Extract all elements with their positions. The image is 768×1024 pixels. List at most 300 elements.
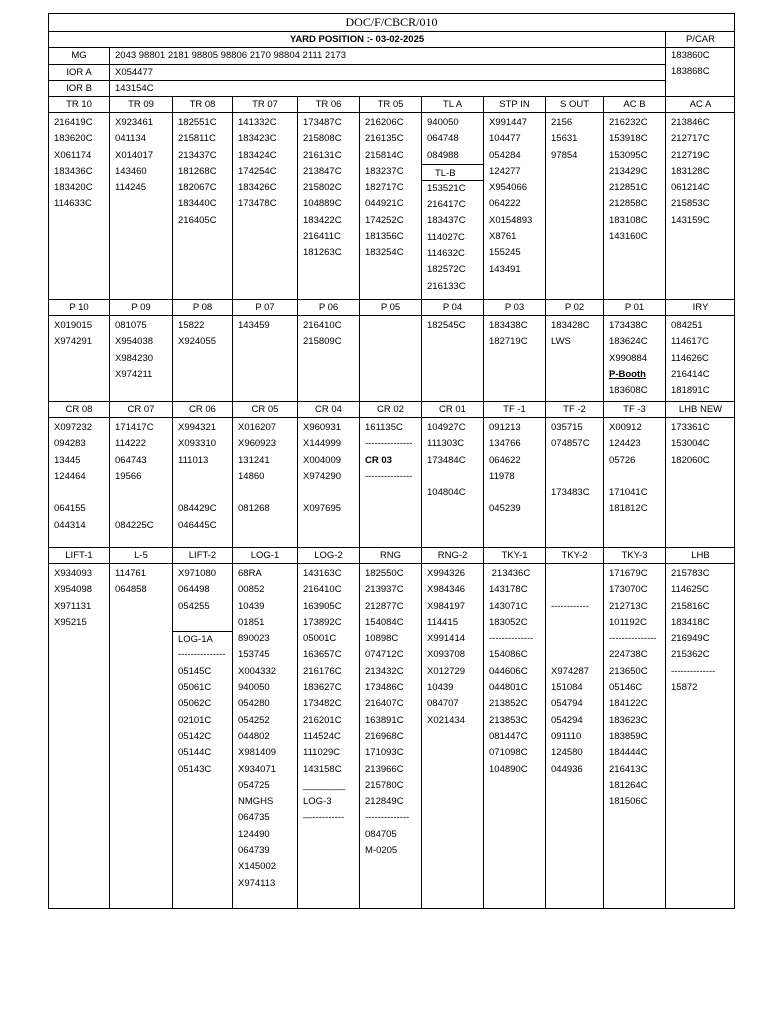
cell-entry: 155245 — [489, 247, 521, 259]
column-cell — [172, 316, 232, 401]
cell-entry — [551, 631, 603, 647]
cell-entry: 173438C — [609, 320, 648, 331]
cell-entry: LOG-3 — [303, 796, 332, 808]
cell-entry: 173361C — [671, 422, 710, 433]
cell-entry: X019015 — [54, 320, 93, 331]
cell-entry: 114626C — [671, 352, 709, 364]
cell-entry: 173070C — [609, 584, 648, 596]
cell-entry: TL-B — [422, 164, 483, 181]
column-cell — [665, 113, 735, 299]
cell-entry: X924055 — [178, 336, 217, 348]
column-header: CR 04 — [297, 402, 359, 417]
cell-entry: 212858C — [609, 198, 648, 210]
cell-entry: CR 03 — [365, 454, 392, 466]
cell-entry: 181268C — [178, 165, 217, 177]
cell-entry: 064743 — [115, 454, 147, 466]
cell-entry: 141332C — [238, 117, 277, 128]
cell-entry: 183052C — [489, 616, 528, 628]
cell-entry: 216419C — [54, 117, 93, 128]
cell-entry: -------------- — [489, 633, 534, 645]
column-header: TR 10 — [66, 99, 92, 110]
cell-entry: 041134 — [115, 133, 146, 145]
cell-entry: 182067C — [178, 182, 217, 194]
cell-entry: X994326 — [427, 568, 466, 579]
cell-entry: 111029C — [303, 747, 341, 759]
cell-entry: 216176C — [303, 665, 342, 677]
cell-entry: X974290 — [303, 470, 342, 482]
cell-entry: 19566 — [115, 470, 142, 482]
cell-entry: 143459 — [238, 320, 270, 331]
cell-entry: 163891C — [365, 714, 404, 726]
cell-entry: LOG-1A — [173, 631, 232, 647]
cell-entry: 174254C — [238, 165, 277, 177]
ior-b-value: 143154C — [110, 80, 665, 96]
cell-entry: 183436C — [54, 165, 93, 177]
cell-entry: 054794 — [551, 698, 583, 710]
cell-entry: 044921C — [365, 198, 404, 210]
column-header: STP IN — [483, 97, 545, 112]
cell-entry: 213650C — [609, 665, 648, 677]
cell-entry: 182551C — [178, 117, 217, 128]
column-cell — [603, 418, 665, 547]
cell-entry: 215780C — [365, 779, 404, 791]
cell-entry: 081075 — [115, 320, 147, 331]
cell-entry — [238, 485, 297, 501]
cell-entry: 114761 — [115, 568, 146, 579]
cell-entry: 00852 — [238, 584, 265, 596]
cell-entry: 153095C — [609, 149, 648, 161]
cell-entry: 143178C — [489, 584, 528, 596]
cell-entry: 054725 — [238, 779, 270, 791]
cell-entry: 940050 — [427, 117, 459, 128]
cell-entry: 183420C — [54, 182, 93, 194]
cell-entry: P-Booth — [609, 368, 646, 380]
cell-entry: 212719C — [671, 149, 710, 161]
cell-entry: X960931 — [303, 422, 342, 433]
cell-entry: X012729 — [427, 665, 466, 677]
cell-entry: 181506C — [609, 796, 648, 808]
cell-entry: M-0205 — [365, 845, 398, 857]
cell-entry: 054280 — [238, 698, 270, 710]
cell-entry — [551, 582, 603, 598]
column-cell — [421, 113, 483, 299]
cell-entry: 183428C — [551, 320, 590, 331]
cell-entry: ________ — [303, 779, 346, 791]
cell-entry: 216232C — [609, 117, 648, 128]
column-header: P 08 — [172, 300, 232, 315]
cell-entry: X004332 — [238, 665, 277, 677]
cell-entry: 114222 — [115, 438, 146, 450]
cell-entry: 68RA — [238, 568, 262, 579]
column-header: TF -1 — [483, 402, 545, 417]
cell-entry: 181263C — [303, 247, 342, 259]
cell-entry: 131241 — [238, 454, 270, 466]
cell-entry — [551, 453, 603, 469]
cell-entry: 064748 — [427, 133, 459, 145]
cell-entry: 091213 — [489, 422, 521, 433]
cell-entry: 05142C — [178, 730, 212, 742]
cell-entry: 213429C — [609, 165, 648, 177]
cell-entry: 216131C — [303, 149, 342, 161]
cell-entry: X144999 — [303, 438, 342, 450]
column-cell — [359, 564, 421, 908]
cell-entry: 215362C — [671, 649, 710, 661]
cell-entry: 044936 — [551, 763, 583, 775]
cell-entry: 084707 — [427, 698, 459, 710]
column-cell — [665, 316, 735, 401]
cell-entry: 216949C — [671, 633, 710, 645]
cell-entry: X954098 — [54, 584, 93, 596]
column-cell — [483, 113, 545, 299]
pcar-value: 183860C — [671, 50, 710, 61]
cell-entry — [609, 469, 665, 485]
cell-entry: 081447C — [489, 730, 528, 742]
column-cell — [545, 418, 603, 547]
cell-entry: 174252C — [365, 214, 404, 226]
cell-entry: 064155 — [54, 503, 86, 515]
yard-position-sheet — [48, 13, 735, 909]
cell-entry: --------------- — [609, 633, 657, 645]
cell-entry: 216201C — [303, 714, 342, 726]
column-header: CR 06 — [172, 402, 232, 417]
cell-entry: 173483C — [551, 487, 590, 499]
cell-entry: 181812C — [609, 503, 648, 515]
cell-entry: X934071 — [238, 763, 277, 775]
cell-entry: 183424C — [238, 149, 277, 161]
cell-entry: 183623C — [609, 714, 648, 726]
cell-entry: 104804C — [427, 487, 466, 499]
column-header: S OUT — [545, 97, 603, 112]
column-cell — [297, 418, 359, 547]
cell-entry: 171679C — [609, 568, 648, 579]
column-cell — [545, 316, 603, 401]
cell-entry: 054294 — [551, 714, 583, 726]
cell-entry: 184444C — [609, 747, 648, 759]
cell-entry: 101192C — [609, 616, 647, 628]
column-cell — [49, 418, 109, 547]
cell-entry: 15631 — [551, 133, 578, 145]
column-cell — [603, 564, 665, 908]
cell-entry: 173487C — [303, 117, 342, 128]
column-cell — [109, 113, 172, 299]
cell-entry: X0154893 — [489, 214, 533, 226]
column-header: CR 02 — [359, 402, 421, 417]
cell-entry: 035715 — [551, 422, 583, 433]
cell-entry: 084251 — [671, 320, 703, 331]
column-cell — [483, 316, 545, 401]
cell-entry: 181891C — [671, 385, 710, 397]
cell-entry: 215853C — [671, 198, 710, 210]
cell-entry: X00912 — [609, 422, 642, 433]
cell-entry: 114625C — [671, 584, 709, 596]
column-cell — [483, 418, 545, 547]
column-cell — [359, 316, 421, 401]
cell-entry: 212849C — [365, 796, 404, 808]
cell-entry: 084225C — [115, 519, 154, 531]
cell-entry: 890023 — [238, 633, 270, 645]
column-cell — [359, 418, 421, 547]
cell-entry: 216407C — [365, 698, 404, 710]
cell-entry: 154086C — [489, 649, 528, 661]
column-cell — [483, 564, 545, 908]
document-code: DOC/F/CBCR/010 — [48, 13, 735, 31]
cell-entry: 213853C — [489, 714, 528, 726]
cell-entry: 2156 — [551, 117, 573, 128]
cell-entry: X95215 — [54, 616, 87, 628]
cell-entry: 05726 — [609, 454, 636, 466]
cell-entry: 181356C — [365, 231, 404, 243]
cell-entry: 05146C — [609, 682, 643, 694]
cell-entry: 184122C — [609, 698, 648, 710]
column-cell — [232, 418, 297, 547]
cell-entry: 213852C — [489, 698, 528, 710]
cell-entry: 054284 — [489, 149, 521, 161]
cell-entry: 15872 — [671, 682, 698, 694]
cell-entry — [115, 485, 172, 501]
section-1-body — [48, 112, 735, 299]
cell-entry: 114415 — [427, 616, 458, 628]
pcar-header: P/CAR — [665, 32, 735, 47]
section-3-headers — [48, 401, 735, 417]
section-1-headers — [48, 96, 735, 112]
cell-entry: 104890C — [489, 763, 528, 775]
cell-entry: 183438C — [489, 320, 528, 331]
cell-entry: 064622 — [489, 454, 521, 466]
cell-entry: 05062C — [178, 698, 212, 710]
cell-entry: 114617C — [671, 336, 709, 348]
yard-position-title: YARD POSITION :- 03-02-2025 — [289, 34, 425, 45]
cell-entry: 216405C — [178, 214, 217, 226]
cell-entry: X971131 — [54, 600, 92, 612]
cell-entry — [178, 485, 232, 501]
cell-entry: 183422C — [303, 214, 342, 226]
cell-entry: 183437C — [427, 215, 466, 227]
cell-entry: X021434 — [427, 714, 466, 726]
cell-entry: 213846C — [671, 117, 710, 128]
column-header: TKY-3 — [603, 548, 665, 563]
cell-entry: 215808C — [303, 133, 342, 145]
cell-entry: ------------ — [551, 600, 589, 612]
cell-entry: X981409 — [238, 747, 277, 759]
cell-entry: 182719C — [489, 336, 528, 348]
cell-entry: 183624C — [609, 336, 648, 348]
cell-entry: 10898C — [365, 633, 399, 645]
cell-entry — [427, 469, 483, 485]
column-cell — [172, 564, 232, 908]
column-header: TR 07 — [232, 97, 297, 112]
cell-entry: X984346 — [427, 584, 466, 596]
cell-entry: 212713C — [609, 600, 648, 612]
cell-entry: 212877C — [365, 600, 404, 612]
cell-entry: 02101C — [178, 714, 212, 726]
cell-entry: 171093C — [365, 747, 404, 759]
cell-entry: 216206C — [365, 117, 404, 128]
cell-entry: X954038 — [115, 336, 154, 348]
cell-entry: 216968C — [365, 730, 404, 742]
column-header: LHB — [665, 548, 735, 563]
cell-entry: 173484C — [427, 454, 466, 466]
cell-entry: -------------- — [671, 665, 716, 677]
cell-entry: X093310 — [178, 438, 217, 450]
cell-entry: 044801C — [489, 682, 528, 694]
cell-entry: 212717C — [671, 133, 710, 145]
cell-entry: 215802C — [303, 182, 342, 194]
cell-entry: —---------- — [303, 812, 345, 824]
column-header: P 03 — [483, 300, 545, 315]
cell-entry: 183859C — [609, 730, 648, 742]
cell-entry: X923461 — [115, 117, 154, 128]
cell-entry: 216413C — [609, 763, 648, 775]
cell-entry: 114633C — [54, 198, 92, 210]
section-4-headers — [48, 547, 735, 563]
column-cell — [109, 418, 172, 547]
cell-entry: 054252 — [238, 714, 270, 726]
column-header: P 09 — [109, 300, 172, 315]
cell-entry: 084429C — [178, 503, 217, 515]
column-header: LOG-1 — [232, 548, 297, 563]
cell-entry: X8761 — [489, 231, 517, 243]
column-header: TL A — [421, 97, 483, 112]
cell-entry: 216133C — [427, 280, 466, 292]
column-cell — [49, 316, 109, 401]
cell-entry: 213847C — [303, 165, 342, 177]
cell-entry: 173486C — [365, 682, 404, 694]
cell-entry: 213437C — [178, 149, 217, 161]
cell-entry: 940050 — [238, 682, 270, 694]
cell-entry: 153745 — [238, 649, 270, 661]
cell-entry: 216410C — [303, 320, 342, 331]
cell-entry — [551, 469, 603, 485]
cell-entry: 124423 — [609, 438, 641, 450]
column-header: AC B — [603, 97, 665, 112]
cell-entry: 143071C — [489, 600, 528, 612]
cell-entry: 084988 — [427, 149, 459, 161]
cell-entry: 183440C — [178, 198, 217, 210]
cell-entry: 15822 — [178, 320, 205, 331]
cell-entry: X061174 — [54, 149, 92, 161]
mg-label: MG — [71, 50, 87, 61]
column-header: LOG-2 — [297, 548, 359, 563]
cell-entry: 084705 — [365, 828, 397, 840]
cell-entry: 045239 — [489, 503, 521, 515]
cell-entry: 114027C — [427, 231, 465, 243]
cell-entry — [551, 566, 603, 582]
column-header: L-5 — [109, 548, 172, 563]
cell-entry: --------------- — [365, 470, 413, 482]
column-header: AC A — [665, 97, 735, 112]
cell-entry: 104889C — [303, 198, 342, 210]
cell-entry: X994321 — [178, 422, 217, 433]
cell-entry — [115, 501, 172, 517]
cell-entry: 01851 — [238, 616, 265, 628]
ior-a-value: X054477 — [110, 64, 665, 80]
cell-entry: 05145C — [178, 665, 212, 677]
cell-entry: 05143C — [178, 763, 212, 775]
cell-entry: X014017 — [115, 149, 154, 161]
cell-entry: 111013 — [178, 454, 209, 466]
column-cell — [109, 316, 172, 401]
cell-entry: 134766 — [489, 438, 521, 450]
column-header: TR 08 — [172, 97, 232, 112]
column-cell — [297, 564, 359, 908]
cell-entry: 143491 — [489, 263, 521, 275]
column-cell — [297, 113, 359, 299]
column-header: CR 08 — [65, 404, 93, 415]
cell-entry: 183627C — [303, 682, 342, 694]
cell-entry: 044606C — [489, 665, 528, 677]
column-header: TF -2 — [545, 402, 603, 417]
cell-entry: 114632C — [427, 248, 465, 260]
cell-entry: 216414C — [671, 368, 710, 380]
cell-entry: 14860 — [238, 470, 265, 482]
cell-entry: X991447 — [489, 117, 528, 128]
column-cell — [665, 418, 735, 547]
cell-entry: 215816C — [671, 600, 710, 612]
cell-entry: 091110 — [551, 730, 582, 742]
cell-entry: 054255 — [178, 600, 210, 612]
cell-entry: X960923 — [238, 438, 277, 450]
cell-entry: 183108C — [609, 214, 648, 226]
cell-entry: X974287 — [551, 665, 590, 677]
cell-entry: 064739 — [238, 845, 270, 857]
mg-value: 2043 98801 2181 98805 98806 2170 98804 2111 2173 — [115, 50, 347, 61]
column-cell — [545, 564, 603, 908]
column-header: RNG-2 — [421, 548, 483, 563]
cell-entry: 061214C — [671, 182, 710, 194]
cell-entry: X974211 — [115, 368, 153, 380]
cell-entry: 173892C — [303, 616, 342, 628]
column-cell — [49, 113, 109, 299]
cell-entry: 064222 — [489, 198, 521, 210]
column-cell — [665, 564, 735, 908]
cell-entry: X954066 — [489, 182, 528, 194]
column-header: P 05 — [359, 300, 421, 315]
cell-entry: 171417C — [115, 422, 154, 433]
cell-entry: 143460 — [115, 165, 147, 177]
cell-entry — [551, 647, 603, 663]
cell-entry: 183237C — [365, 165, 404, 177]
cell-entry: X097695 — [303, 503, 342, 515]
column-header: P 01 — [603, 300, 665, 315]
column-header: CR 07 — [109, 402, 172, 417]
column-cell — [232, 113, 297, 299]
cell-entry: 151084 — [551, 682, 583, 694]
cell-entry — [551, 615, 603, 631]
cell-entry: 143163C — [303, 568, 342, 579]
cell-entry: 182717C — [365, 182, 404, 194]
ior-a-label: IOR A — [49, 64, 109, 80]
column-header: TR 09 — [109, 97, 172, 112]
cell-entry: 10439 — [238, 600, 265, 612]
cell-entry: 10439 — [427, 682, 454, 694]
cell-entry: 05144C — [178, 747, 212, 759]
cell-entry: X145002 — [238, 861, 277, 873]
cell-entry: 154084C — [365, 616, 404, 628]
column-header: P 04 — [421, 300, 483, 315]
cell-entry: 215809C — [303, 336, 342, 348]
cell-entry: 183426C — [238, 182, 277, 194]
cell-entry: X004009 — [303, 454, 342, 466]
cell-entry: 182572C — [427, 264, 466, 276]
column-cell — [297, 316, 359, 401]
ior-b-label: IOR B — [49, 80, 109, 96]
column-cell — [603, 113, 665, 299]
cell-entry — [178, 469, 232, 485]
section-3-body — [48, 417, 735, 547]
cell-entry: X934093 — [54, 568, 93, 579]
column-header: P 02 — [545, 300, 603, 315]
cell-entry: 074712C — [365, 649, 404, 661]
